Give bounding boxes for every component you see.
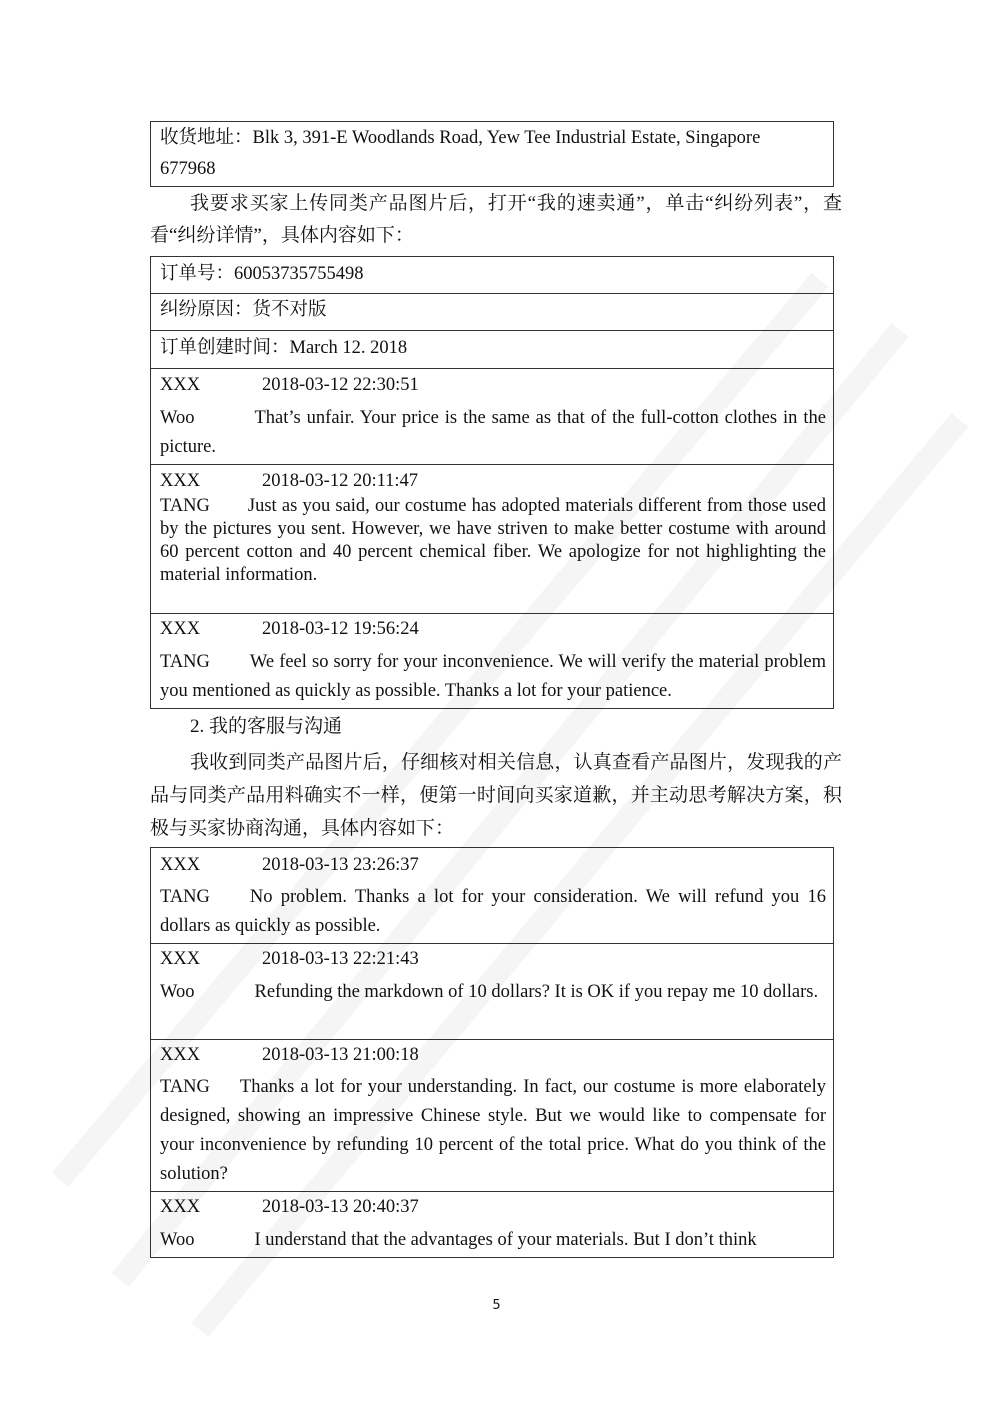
message-time: 2018-03-12 19:56:24 — [262, 619, 419, 639]
message-user: XXX — [160, 1197, 201, 1217]
message-row — [150, 613, 834, 709]
address-line-2: 677968 — [160, 159, 216, 179]
dispute-reason: 纠纷原因：货不对版 — [160, 300, 327, 320]
message-user: XXX — [160, 471, 201, 491]
address-box — [150, 121, 834, 187]
page-number: 5 — [492, 1298, 501, 1313]
order-created-time: 订单创建时间：March 12. 2018 — [160, 338, 408, 358]
message-row — [150, 1039, 834, 1192]
message-row — [150, 847, 834, 944]
message-row — [150, 1191, 834, 1258]
message-user: XXX — [160, 855, 201, 875]
message-text: Just as you said, our costume has adopted materials different from those used by the pictures you sent. However, we have striven to make better costume with around 60 percent cotton and 40 percent chemical fiber. We apologize for not highlighting the material information. — [160, 496, 826, 585]
message-speaker: Woo — [160, 408, 195, 428]
message-body — [160, 495, 826, 587]
message-time: 2018-03-13 21:00:18 — [262, 1045, 419, 1065]
message-body — [160, 883, 826, 941]
message-row — [150, 464, 834, 614]
message-user: XXX — [160, 375, 201, 395]
message-row — [150, 368, 834, 465]
message-text: Refunding the markdown of 10 dollars? It is OK if you repay me 10 dollars. — [254, 982, 819, 1002]
message-time: 2018-03-13 22:21:43 — [262, 949, 419, 969]
intro-paragraph: 我要求买家上传同类产品图片后，打开“我的速卖通”，单击“纠纷列表”，查看“纠纷详情”，具体内容如下： — [150, 193, 842, 246]
address-line-1: 收货地址：Blk 3, 391-E Woodlands Road, Yew Tee Industrial Estate, Singapore — [160, 128, 761, 148]
message-speaker: Woo — [160, 1230, 195, 1250]
order-created-row — [150, 330, 834, 369]
message-text: That’s unfair. Your price is the same as that of the full-cotton clothes in the picture. — [160, 408, 826, 457]
message-body — [160, 1226, 826, 1255]
message-body — [160, 648, 826, 706]
message-speaker: Woo — [160, 982, 195, 1002]
order-number-row — [150, 256, 834, 294]
message-user: XXX — [160, 949, 201, 969]
message-speaker: TANG — [160, 496, 210, 516]
message-text: I understand that the advantages of your materials. But I don’t think — [254, 1230, 757, 1250]
section-heading: 2. 我的客服与沟通 — [190, 716, 343, 737]
message-text: We feel so sorry for your inconvenience. We will verify the material problem you mentioned as quickly as possible. Thanks a lot for your patience. — [160, 652, 826, 701]
message-user: XXX — [160, 619, 201, 639]
message-body — [160, 1073, 826, 1189]
order-number: 订单号：60053735755498 — [160, 264, 364, 284]
message-speaker: TANG — [160, 652, 210, 672]
message-text: Thanks a lot for your understanding. In fact, our costume is more elaborately designed, showing an impressive Chinese style. But we would like to compensate for your inconvenience by refunding 10 percent of the total price. What do you think of the solution? — [160, 1077, 826, 1184]
message-time: 2018-03-13 20:40:37 — [262, 1197, 419, 1217]
message-body — [160, 404, 826, 462]
section-paragraph: 我收到同类产品图片后，仔细核对相关信息，认真查看产品图片，发现我的产品与同类产品用料确实不一样，便第一时间向买家道歉，并主动思考解决方案，积极与买家协商沟通，具体内容如下： — [150, 752, 842, 839]
message-time: 2018-03-13 23:26:37 — [262, 855, 419, 875]
message-speaker: TANG — [160, 1077, 210, 1097]
message-row — [150, 943, 834, 1040]
message-text: No problem. Thanks a lot for your consideration. We will refund you 16 dollars as quickly as possible. — [160, 887, 826, 936]
dispute-reason-row — [150, 293, 834, 331]
message-time: 2018-03-12 22:30:51 — [262, 375, 419, 395]
message-speaker: TANG — [160, 887, 210, 907]
message-user: XXX — [160, 1045, 201, 1065]
message-body — [160, 978, 826, 1007]
message-time: 2018-03-12 20:11:47 — [262, 471, 419, 491]
